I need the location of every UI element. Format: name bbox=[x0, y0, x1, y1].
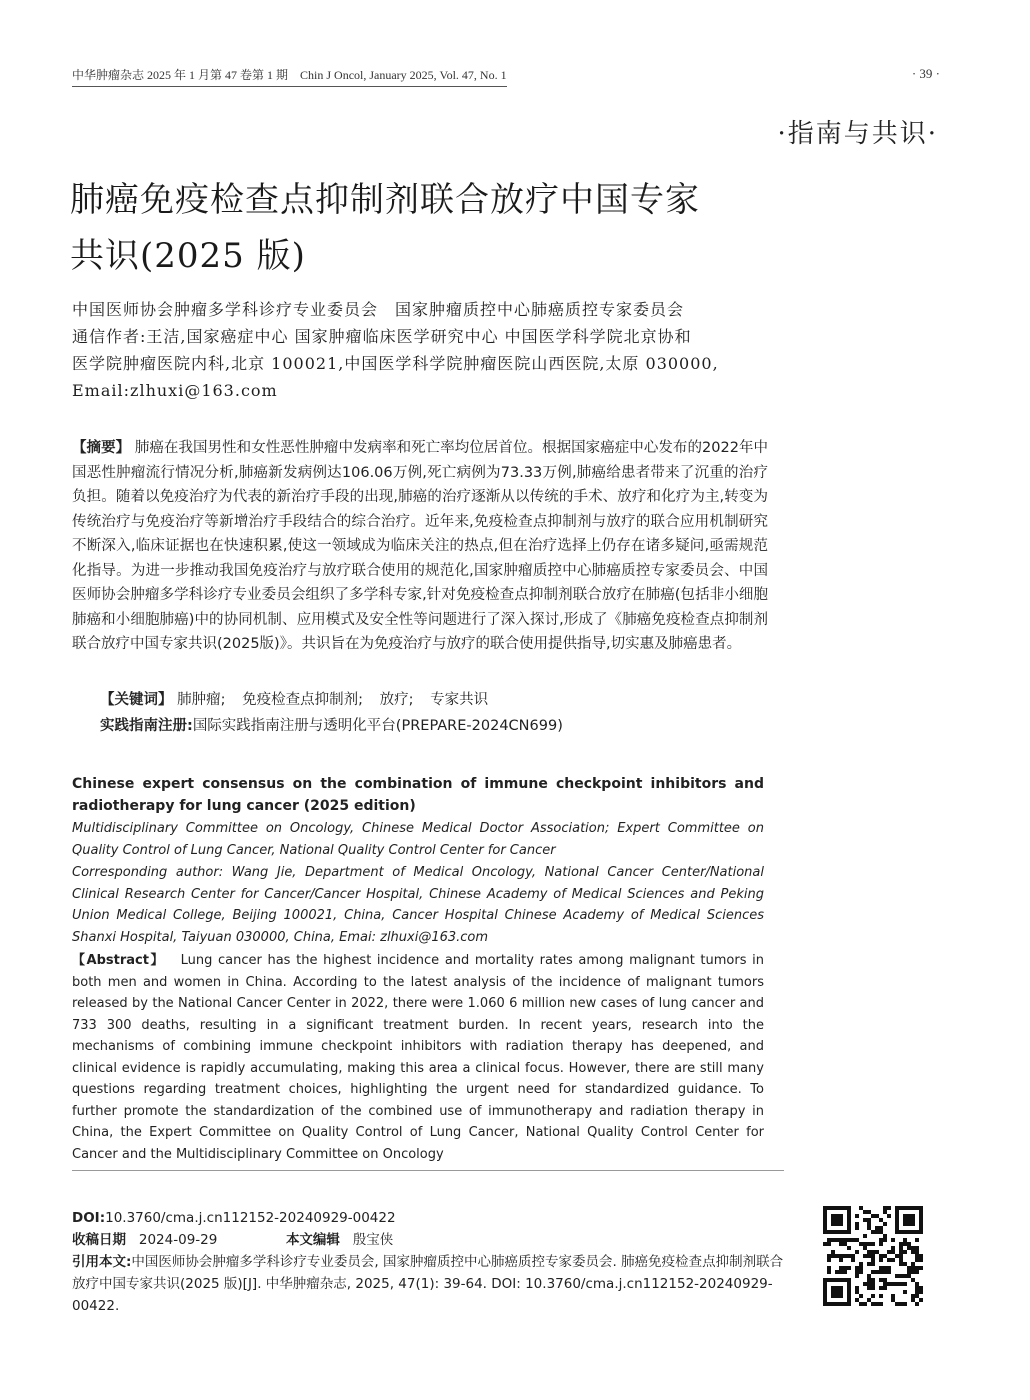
qr-module bbox=[887, 1282, 891, 1286]
qr-module bbox=[903, 1290, 907, 1294]
qr-module bbox=[879, 1286, 883, 1290]
qr-module bbox=[903, 1302, 907, 1306]
qr-module bbox=[903, 1250, 907, 1254]
qr-module bbox=[915, 1286, 919, 1290]
qr-module bbox=[911, 1294, 915, 1298]
registration-text: 国际实践指南注册与透明化平台(PREPARE-2024CN699) bbox=[192, 718, 563, 734]
qr-module bbox=[867, 1298, 871, 1302]
qr-module bbox=[903, 1238, 907, 1242]
qr-module bbox=[831, 1250, 835, 1254]
qr-module bbox=[911, 1262, 915, 1266]
keyword: 专家共识 bbox=[430, 692, 489, 708]
qr-module bbox=[887, 1214, 891, 1218]
qr-module bbox=[879, 1218, 883, 1222]
received-date: 2024-09-29 bbox=[138, 1232, 218, 1248]
qr-module bbox=[855, 1226, 859, 1230]
section-label: ·指南与共识· bbox=[777, 119, 938, 149]
qr-module bbox=[831, 1254, 835, 1258]
qr-module bbox=[831, 1238, 835, 1242]
qr-module bbox=[871, 1242, 875, 1246]
qr-module bbox=[835, 1254, 839, 1258]
english-abstract-label: 【Abstract】 bbox=[72, 953, 165, 968]
qr-module bbox=[867, 1282, 871, 1286]
qr-module bbox=[919, 1286, 923, 1290]
qr-module bbox=[875, 1214, 879, 1218]
qr-module bbox=[863, 1210, 867, 1214]
qr-module bbox=[915, 1254, 919, 1258]
qr-module bbox=[859, 1270, 863, 1274]
qr-module bbox=[839, 1258, 843, 1262]
qr-module bbox=[887, 1258, 891, 1262]
qr-module bbox=[911, 1278, 915, 1282]
qr-module bbox=[891, 1258, 895, 1262]
qr-module bbox=[899, 1254, 903, 1258]
english-abstract-block bbox=[72, 773, 764, 1165]
qr-module bbox=[867, 1218, 871, 1222]
qr-module bbox=[863, 1242, 867, 1246]
qr-module bbox=[915, 1290, 919, 1294]
qr-module bbox=[887, 1250, 891, 1254]
qr-module bbox=[911, 1246, 915, 1250]
author-line: 中国医师协会肿瘤多学科诊疗专业委员会 国家肿瘤质控中心肺癌质控专家委员会 bbox=[72, 300, 685, 319]
qr-module bbox=[835, 1270, 839, 1274]
qr-module bbox=[867, 1226, 871, 1230]
qr-module bbox=[855, 1298, 859, 1302]
qr-module bbox=[907, 1270, 911, 1274]
qr-module bbox=[875, 1230, 879, 1234]
qr-module bbox=[855, 1238, 859, 1242]
qr-module bbox=[843, 1266, 847, 1270]
citation-label: 引用本文: bbox=[72, 1254, 132, 1270]
qr-module bbox=[843, 1270, 847, 1274]
qr-module bbox=[915, 1250, 919, 1254]
author-email: Email:zlhuxi@163.com bbox=[72, 381, 278, 400]
qr-module bbox=[887, 1206, 891, 1210]
qr-module bbox=[883, 1278, 887, 1282]
qr-module bbox=[875, 1270, 879, 1274]
qr-module bbox=[871, 1230, 875, 1234]
qr-module bbox=[903, 1274, 907, 1278]
english-corresponding-author: Corresponding author: Wang Jie, Department of Medical Oncology, National Cancer Center/National Clinical Research Center for Cancer/Cancer Hospital, Chinese Academy of Medical Sciences and Peking Union Medical College, Beijing 100021, China, Cancer Hospital Chinese Academy of Medical Sciences Shanxi Hospital, Taiyuan 030000, China, Emai: zlhuxi@163.com bbox=[72, 865, 764, 945]
qr-module bbox=[899, 1302, 903, 1306]
qr-module bbox=[871, 1270, 875, 1274]
qr-module bbox=[839, 1238, 843, 1242]
qr-module bbox=[855, 1270, 859, 1274]
qr-module bbox=[827, 1266, 831, 1270]
abstract-text: 肺癌在我国男性和女性恶性肿瘤中发病率和死亡率均位居首位。根据国家癌症中心发布的2022年中国恶性肿瘤流行情况分析,肺癌新发病例达106.06万例,死亡病例为73.33万例,肺癌给患者带来了沉重的治疗负担。随着以免疫治疗为代表的新治疗手段的出现,肺癌的治疗逐渐从以传统的手术、放疗和化疗为主,转变为传统治疗与免疫治疗等新增治疗手段结合的综合治疗。近年来,免疫检查点抑制剂与放疗的联合应用机制研究不断深入,临床证据也在快速积累,使这一领域成为临床关注的热点,但在治疗选择上仍存在诸多疑问,亟需规范化指导。为进一步推动我国免疫治疗与放疗联合使用的规范化,国家肿瘤质控中心肺癌质控专家委员会、中国医师协会肿瘤多学科诊疗专业委员会组织了多学科专家,针对免疫检查点抑制剂联合放疗在肺癌(包括非小细胞肺癌和小细胞肺癌)中的协同机制、应用模式及安全性等问题进行了深入探讨,形成了《肺癌免疫检查点抑制剂联合放疗中国专家共识(2025版)》。共识旨在为免疫治疗与放疗的联合使用提供指导,切实惠及肺癌患者。 bbox=[72, 440, 769, 652]
qr-module bbox=[871, 1258, 875, 1262]
editor-name: 殷宝侠 bbox=[352, 1232, 394, 1248]
qr-module bbox=[915, 1238, 919, 1242]
keywords bbox=[100, 688, 500, 712]
received-line bbox=[72, 1229, 784, 1251]
qr-module bbox=[863, 1234, 867, 1238]
qr-module bbox=[883, 1234, 887, 1238]
qr-module bbox=[879, 1294, 883, 1298]
qr-module bbox=[855, 1290, 859, 1294]
qr-module bbox=[879, 1278, 883, 1282]
qr-module bbox=[871, 1282, 875, 1286]
qr-module bbox=[899, 1282, 903, 1286]
qr-module bbox=[859, 1262, 863, 1266]
qr-module bbox=[827, 1242, 831, 1246]
qr-module bbox=[843, 1242, 847, 1246]
qr-module bbox=[891, 1238, 895, 1242]
qr-module bbox=[883, 1270, 887, 1274]
qr-module bbox=[855, 1274, 859, 1278]
qr-module bbox=[871, 1302, 875, 1306]
doi-value[interactable]: 10.3760/cma.j.cn112152-20240929-00422 bbox=[105, 1210, 396, 1226]
qr-module bbox=[863, 1282, 867, 1286]
author-line: 医学院肿瘤医院内科,北京 100021,中国医学科学院肿瘤医院山西医院,太原 030000, bbox=[72, 354, 719, 373]
journal-citation-header bbox=[72, 66, 507, 87]
qr-module bbox=[919, 1290, 923, 1294]
qr-module bbox=[899, 1258, 903, 1262]
qr-module bbox=[871, 1278, 875, 1282]
qr-module bbox=[883, 1282, 887, 1286]
qr-module bbox=[891, 1246, 895, 1250]
qr-module bbox=[855, 1214, 859, 1218]
qr-module bbox=[827, 1270, 831, 1274]
qr-module bbox=[907, 1246, 911, 1250]
qr-module bbox=[907, 1274, 911, 1278]
article-footer bbox=[72, 1207, 784, 1317]
qr-module bbox=[859, 1242, 863, 1246]
qr-module bbox=[899, 1250, 903, 1254]
qr-module bbox=[883, 1222, 887, 1226]
title-line-2: 共识(2025 版) bbox=[70, 236, 306, 276]
running-header bbox=[72, 66, 940, 87]
qr-module bbox=[879, 1254, 883, 1258]
qr-module bbox=[903, 1242, 907, 1246]
qr-module bbox=[911, 1266, 915, 1270]
citation bbox=[72, 1251, 784, 1317]
qr-module bbox=[911, 1250, 915, 1254]
qr-module bbox=[915, 1294, 919, 1298]
qr-module bbox=[855, 1222, 859, 1226]
keyword: 免疫检查点抑制剂; bbox=[242, 692, 363, 708]
qr-module bbox=[903, 1282, 907, 1286]
qr-module bbox=[867, 1242, 871, 1246]
qr-module bbox=[907, 1266, 911, 1270]
qr-module bbox=[875, 1250, 879, 1254]
qr-module bbox=[875, 1226, 879, 1230]
qr-module bbox=[839, 1242, 843, 1246]
qr-module bbox=[847, 1254, 851, 1258]
qr-module bbox=[871, 1250, 875, 1254]
english-title: Chinese expert consensus on the combination of immune checkpoint inhibitors and radiotherapy for lung cancer (2025 edition) bbox=[72, 776, 764, 814]
qr-module bbox=[915, 1270, 919, 1274]
qr-module bbox=[871, 1254, 875, 1258]
qr-module bbox=[855, 1250, 859, 1254]
guideline-registration bbox=[100, 714, 563, 738]
citation-text: 中国医师协会肿瘤多学科诊疗专业委员会, 国家肿瘤质控中心肺癌质控专家委员会. 肺癌免疫检查点抑制剂联合放疗中国专家共识(2025 版)[J]. 中华肿瘤杂志, 2025, 47(1): 39-64. DOI: 10.3760/cma.j.cn112152-20240929-00422. bbox=[72, 1254, 784, 1314]
received-label: 收稿日期 bbox=[72, 1232, 126, 1248]
qr-module bbox=[847, 1246, 851, 1250]
qr-module bbox=[915, 1258, 919, 1262]
journal-name-cn: 中华肿瘤杂志 2025 年 1 月第 47 卷第 1 期 bbox=[72, 68, 289, 82]
qr-module bbox=[899, 1242, 903, 1246]
qr-module bbox=[915, 1282, 919, 1286]
doi-label: DOI: bbox=[72, 1210, 106, 1226]
keywords-label: 【关键词】 bbox=[100, 692, 173, 708]
qr-module bbox=[855, 1266, 859, 1270]
qr-module bbox=[827, 1254, 831, 1258]
qr-module bbox=[855, 1286, 859, 1290]
author-line: 通信作者:王洁,国家癌症中心 国家肿瘤临床医学研究中心 中国医学科学院北京协和 bbox=[72, 327, 692, 346]
qr-module bbox=[891, 1298, 895, 1302]
qr-module bbox=[867, 1254, 871, 1258]
qr-module bbox=[871, 1294, 875, 1298]
qr-module bbox=[895, 1274, 899, 1278]
qr-finder-pattern bbox=[831, 1286, 843, 1298]
qr-module bbox=[843, 1238, 847, 1242]
qr-module bbox=[839, 1254, 843, 1258]
keyword: 肺肿瘤; bbox=[177, 692, 226, 708]
qr-module bbox=[859, 1294, 863, 1298]
registration-label: 实践指南注册: bbox=[100, 718, 193, 734]
qr-module bbox=[919, 1258, 923, 1262]
english-abstract-text: Lung cancer has the highest incidence and mortality rates among malignant tumors in both men and women in China. According to the latest analysis of the incidence of malignant tumors released by the National Cancer Center in 2022, there were 1.060 6 million new cases of lung cancer and 733 300 deaths, resulting in a significant treatment burden. In recent years, research into the mechanisms of combining immune checkpoint inhibitors with radiation therapy has deepened, and clinical evidence is rapidly accumulating, making this area a clinical focus. However, there are still many questions regarding treatment choices, highlighting the urgent need for standardized guidance. To further promote the standardization of the combined use of immunotherapy and radiation therapy in China, the Expert Committee on Quality Control of Lung Cancer, National Quality Control Center for Cancer and the Multidisciplinary Committee on Oncology bbox=[72, 953, 764, 1162]
qr-module bbox=[879, 1270, 883, 1274]
qr-module bbox=[911, 1298, 915, 1302]
abstract-label: 【摘要】 bbox=[72, 440, 131, 456]
editor-label: 本文编辑 bbox=[285, 1232, 340, 1248]
qr-module bbox=[867, 1274, 871, 1278]
qr-module bbox=[843, 1254, 847, 1258]
qr-module bbox=[895, 1302, 899, 1306]
qr-module bbox=[919, 1254, 923, 1258]
qr-module bbox=[871, 1286, 875, 1290]
qr-module bbox=[847, 1238, 851, 1242]
qr-module bbox=[871, 1262, 875, 1266]
qr-module bbox=[867, 1286, 871, 1290]
qr-module bbox=[863, 1254, 867, 1258]
qr-module bbox=[875, 1302, 879, 1306]
english-committees: Multidisciplinary Committee on Oncology, Chinese Medical Doctor Association; Expert Committee on Quality Control of Lung Cancer, National Quality Control Center for Cancer bbox=[72, 821, 764, 858]
qr-module bbox=[887, 1266, 891, 1270]
qr-module bbox=[859, 1266, 863, 1270]
qr-module bbox=[895, 1254, 899, 1258]
qr-code-icon[interactable] bbox=[813, 1204, 933, 1314]
journal-name-en: Chin J Oncol, January 2025, Vol. 47, No. 1 bbox=[300, 68, 507, 82]
qr-code-graphic bbox=[813, 1204, 933, 1314]
qr-module bbox=[867, 1278, 871, 1282]
qr-module bbox=[859, 1302, 863, 1306]
qr-module bbox=[867, 1210, 871, 1214]
qr-module bbox=[851, 1254, 855, 1258]
qr-module bbox=[827, 1258, 831, 1262]
qr-module bbox=[827, 1238, 831, 1242]
qr-module bbox=[883, 1254, 887, 1258]
qr-module bbox=[911, 1270, 915, 1274]
qr-module bbox=[891, 1282, 895, 1286]
author-affiliations bbox=[72, 296, 772, 404]
article-title bbox=[70, 172, 770, 284]
qr-module bbox=[879, 1226, 883, 1230]
qr-module bbox=[899, 1246, 903, 1250]
qr-module bbox=[891, 1294, 895, 1298]
qr-module bbox=[907, 1242, 911, 1246]
abstract-chinese bbox=[72, 436, 768, 657]
qr-module bbox=[879, 1302, 883, 1306]
page-number: · 39 · bbox=[911, 66, 940, 81]
qr-module bbox=[919, 1298, 923, 1302]
footer-divider bbox=[72, 1170, 784, 1171]
qr-module bbox=[915, 1246, 919, 1250]
qr-module bbox=[867, 1262, 871, 1266]
qr-module bbox=[891, 1250, 895, 1254]
qr-module bbox=[847, 1266, 851, 1270]
qr-module bbox=[879, 1238, 883, 1242]
qr-module bbox=[879, 1266, 883, 1270]
qr-module bbox=[903, 1262, 907, 1266]
qr-module bbox=[879, 1230, 883, 1234]
qr-module bbox=[835, 1238, 839, 1242]
qr-finder-pattern bbox=[831, 1214, 843, 1226]
qr-module bbox=[859, 1206, 863, 1210]
qr-module bbox=[851, 1258, 855, 1262]
english-abstract bbox=[72, 950, 764, 1165]
qr-module bbox=[879, 1258, 883, 1262]
qr-module bbox=[899, 1262, 903, 1266]
qr-module bbox=[887, 1270, 891, 1274]
qr-module bbox=[839, 1266, 843, 1270]
qr-module bbox=[863, 1302, 867, 1306]
qr-module bbox=[879, 1242, 883, 1246]
qr-module bbox=[919, 1266, 923, 1270]
qr-module bbox=[883, 1238, 887, 1242]
qr-module bbox=[883, 1286, 887, 1290]
qr-module bbox=[863, 1246, 867, 1250]
qr-module bbox=[883, 1210, 887, 1214]
qr-module bbox=[899, 1274, 903, 1278]
qr-module bbox=[823, 1242, 827, 1246]
title-line-1: 肺癌免疫检查点抑制剂联合放疗中国专家 bbox=[70, 180, 700, 220]
qr-module bbox=[867, 1222, 871, 1226]
doi-line bbox=[72, 1207, 784, 1229]
qr-module bbox=[883, 1266, 887, 1270]
keyword: 放疗; bbox=[379, 692, 414, 708]
qr-module bbox=[895, 1282, 899, 1286]
qr-module bbox=[915, 1266, 919, 1270]
qr-module bbox=[863, 1218, 867, 1222]
qr-module bbox=[839, 1270, 843, 1274]
qr-module bbox=[851, 1238, 855, 1242]
qr-module bbox=[915, 1302, 919, 1306]
qr-module bbox=[883, 1206, 887, 1210]
qr-module bbox=[871, 1214, 875, 1218]
qr-finder-pattern bbox=[903, 1214, 915, 1226]
qr-module bbox=[867, 1250, 871, 1254]
